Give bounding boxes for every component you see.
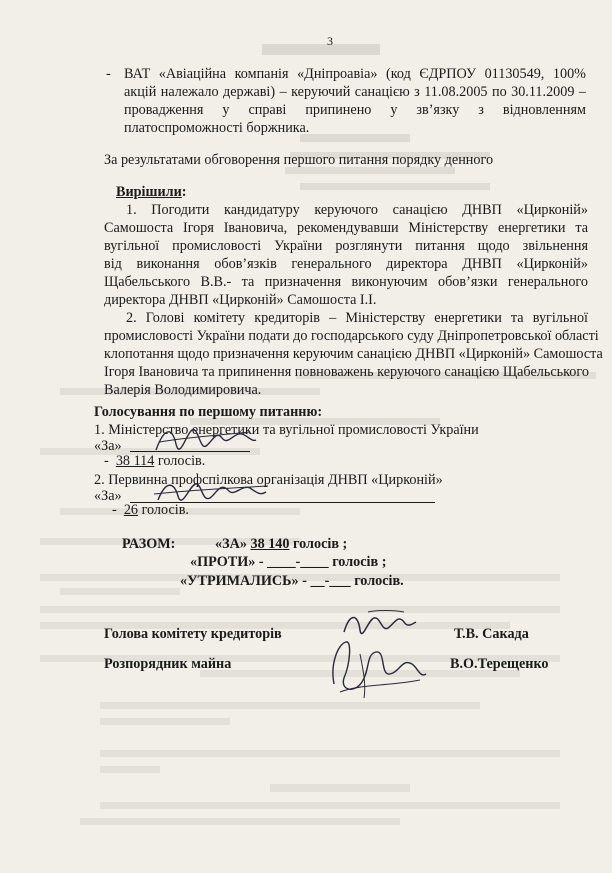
discussion-line: За результатами обговорення першого питання порядку денного <box>104 152 494 168</box>
item2-line-4: Ігоря Івановича та припинення повноважень керуючого санацією Щабельського <box>104 364 589 380</box>
page-number: 3 <box>327 34 333 48</box>
totals-abstain-suffix: голосів. <box>354 573 404 589</box>
bullet-line-4: платоспроможності боржника. <box>124 120 310 136</box>
voter-1-votes: - 38 114 голосів. <box>104 453 206 469</box>
item1-line-1: 1. Погодити кандидатуру керуючого санацією ДНВП «Цирконій» <box>126 202 588 218</box>
item2-line-1: 2. Голові комітету кредиторів – Міністерству енергетики та вугільної <box>126 310 588 326</box>
bullet-line-3: провадження у справі припинено у зв’язку з відновленням <box>124 102 586 118</box>
voter-2-name: 2. Первинна профспілкова організація ДНВП «Цирконій» <box>94 472 443 488</box>
item1-line-6: директора ДНВП «Цирконій» Самошоста І.І. <box>104 292 377 308</box>
chair-name: Т.В. Сакада <box>454 626 529 642</box>
bullet-line-2: акцій належало державі) – керуючий санацією з 11.08.2005 по 30.11.2009 – <box>124 84 586 100</box>
voter-1-votes-suffix: голосів. <box>157 453 206 469</box>
totals-for-value: 38 140 <box>250 536 290 552</box>
voter-2-votes: - 26 голосів. <box>112 502 189 518</box>
item1-line-3: вугільної промисловості України розглянути питання щодо звільнення <box>104 238 588 254</box>
decided-heading <box>116 184 187 202</box>
item1-line-5: Щабельського В.В.- та призначення виконуючим обов’язки генерального <box>104 274 588 290</box>
voter-2-for-label: «За» <box>94 488 122 504</box>
bullet-mark: - <box>106 66 111 82</box>
voter-2-votes-number: 26 <box>123 502 139 518</box>
voter-1-for-label: «За» <box>94 438 122 454</box>
signature-manager <box>320 634 430 704</box>
totals-against-label: «ПРОТИ» - <box>190 554 264 570</box>
manager-title: Розпорядник майна <box>104 656 232 672</box>
chair-title: Голова комітету кредиторів <box>104 626 282 642</box>
item2-line-2: промисловості України подати до господарського суду Дніпропетровської області <box>104 328 599 344</box>
totals-abstain <box>180 573 404 591</box>
decided-word: Вирішили <box>116 184 182 200</box>
voter-1-votes-number: 38 114 <box>115 453 155 469</box>
manager-name: В.О.Терещенко <box>450 656 549 672</box>
decided-colon: : <box>181 184 187 200</box>
item1-line-2: Самошоста Ігоря Івановича, рекомендувавши Міністерству енергетики та <box>104 220 588 236</box>
signature-voter-2 <box>150 474 270 516</box>
voter-1-name: 1. Міністерство енергетики та вугільної промисловості України <box>94 422 479 438</box>
totals-together: РАЗОМ: <box>122 536 176 552</box>
item2-line-5: Валерія Володимировича. <box>104 382 262 398</box>
totals-against-blank: ____-____ <box>267 554 329 570</box>
totals-against-suffix: голосів ; <box>332 554 387 570</box>
bullet-line-1: ВАТ «Авіаційна компанія «Дніпроавіа» (код ЄДРПОУ 01130549, 100% <box>124 66 586 82</box>
voter-2-votes-suffix: голосів. <box>141 502 189 518</box>
totals-against <box>190 554 386 572</box>
item2-line-3: клопотання щодо призначення керуючим санацією ДНВП «Цирконій» Самошоста <box>104 346 603 362</box>
totals-for <box>215 536 347 554</box>
totals-abstain-blank: __-___ <box>310 573 351 589</box>
signature-voter-1 <box>150 420 260 465</box>
item1-line-4: від виконання обов’язків генерального директора ДНВП «Цирконій» <box>104 256 588 272</box>
voting-heading: Голосування по першому питанню: <box>94 404 323 420</box>
totals-for-suffix: голосів ; <box>293 536 348 552</box>
totals-abstain-label: «УТРИМАЛИСЬ» - <box>180 573 307 589</box>
totals-for-label: «ЗА» <box>215 536 247 552</box>
